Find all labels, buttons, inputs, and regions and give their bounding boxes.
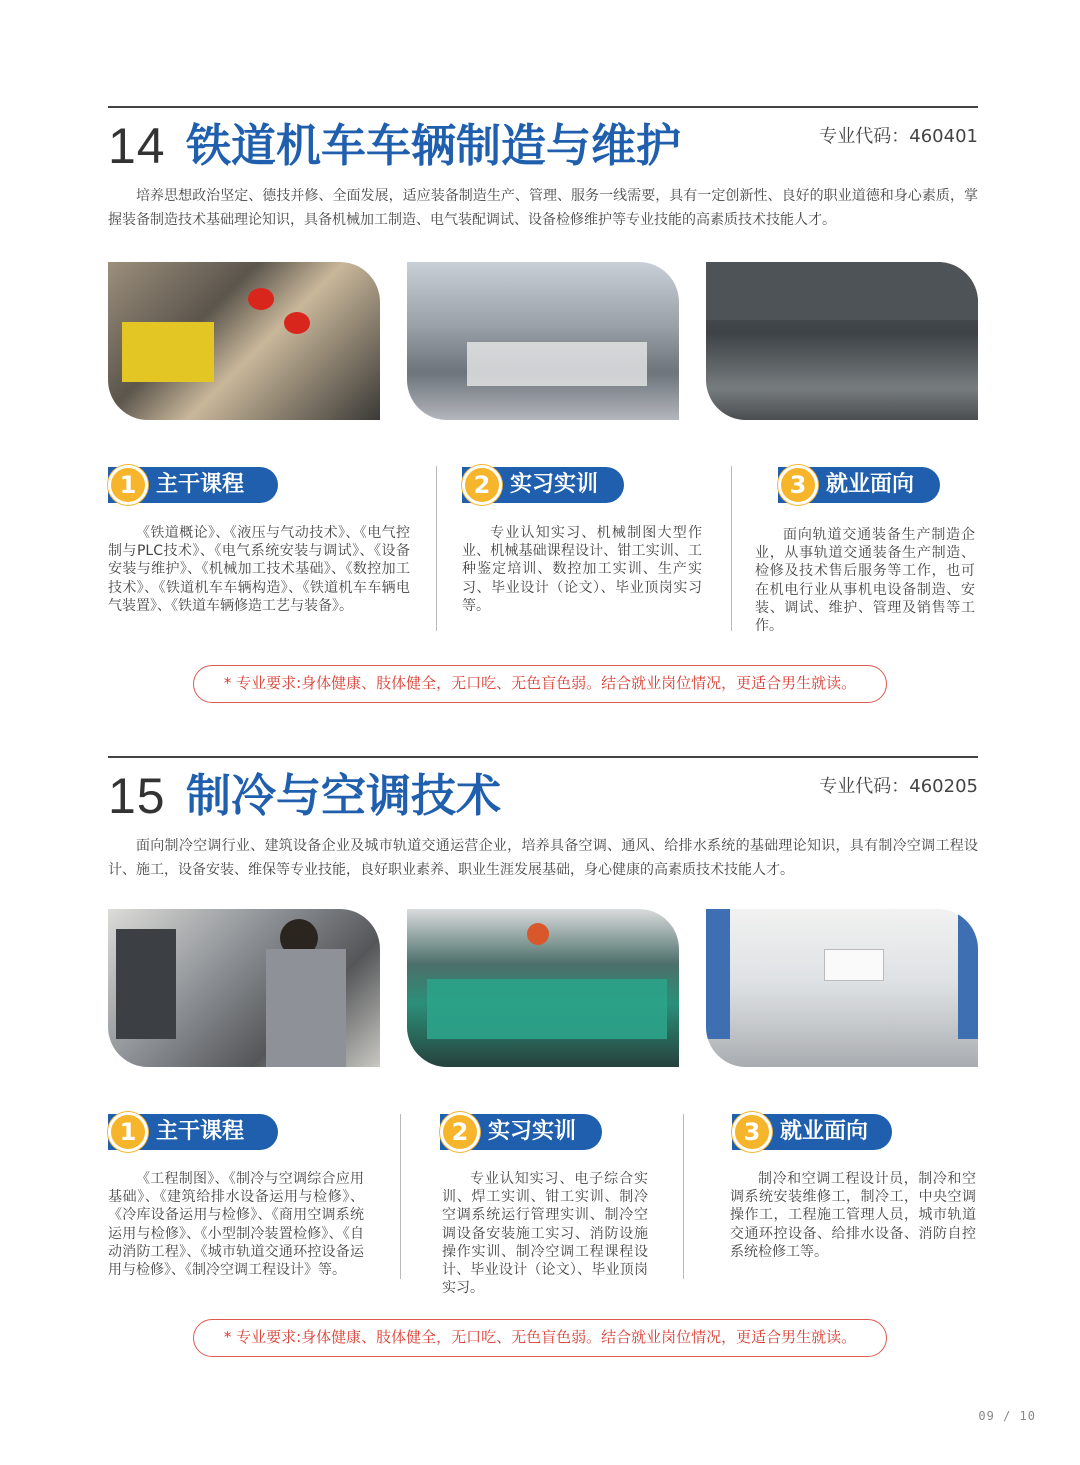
badge-main-courses (108, 1114, 278, 1150)
requirement-note (193, 1319, 887, 1357)
section-header (108, 116, 978, 176)
main-courses-text: 《工程制图》、《制冷与空调综合应用基础》、《建筑给排水设备运用与检修》、《冷库设备运用与检修》、《商用空调系统运用与检修》、《小型制冷装置检修》、《自动消防工程》、《城市轨道交通环控设备运用与检修》、《制冷空调工程设计》等。 (108, 1171, 364, 1279)
badge-number: 1 (108, 1112, 148, 1152)
column-divider (731, 466, 732, 631)
badge-practice (462, 467, 624, 503)
asterisk-icon: * (223, 1328, 237, 1346)
badge-label: 主干课程 (156, 472, 245, 497)
section-15 (108, 756, 978, 1366)
badge-employment (778, 467, 940, 503)
badge-number: 3 (732, 1112, 772, 1152)
section-14 (108, 106, 978, 706)
photo-workshop-machines (407, 262, 679, 420)
badge-employment (732, 1114, 892, 1150)
asterisk-icon: * (223, 674, 237, 692)
badge-number: 2 (440, 1112, 480, 1152)
practice-text: 专业认知实习、电子综合实训、焊工实训、钳工实训、制冷空调系统运行管理实训、制冷空调设备安装施工实习、消防设施操作实训、制冷空调工程课程设计、毕业设计（论文）、毕业顶岗实习。 (442, 1171, 648, 1297)
photo-locomotive-repair (706, 262, 978, 420)
section-divider (108, 756, 978, 758)
section-title: 制冷与空调技术 (186, 769, 502, 822)
badge-practice (440, 1114, 602, 1150)
section-intro: 培养思想政治坚定、德技并修、全面发展，适应装备制造生产、管理、服务一线需要，具有一定创新性、良好的职业道德和身心素质，掌握装备制造技术基础理论知识，具备机械加工制造、电气装配调试、设备检修维护等专业技能的高素质技术技能人才。 (108, 188, 978, 228)
badge-label: 主干课程 (156, 1119, 245, 1144)
requirement-text: 专业要求:身体健康、肢体健全，无口吃、无色盲色弱。结合就业岗位情况，更适合男生就读。 (236, 674, 857, 692)
practice-text: 专业认知实习、机械制图大型作业、机械基础课程设计、钳工实训、工种鉴定培训、数控加工实训、生产实习、毕业设计（论文）、毕业顶岗实习等。 (462, 525, 702, 614)
badge-main-courses (108, 467, 278, 503)
requirement-note (193, 665, 887, 703)
section-title: 铁道机车车辆制造与维护 (186, 119, 682, 172)
photo-refrigeration-units (407, 909, 679, 1067)
section-intro: 面向制冷空调行业、建筑设备企业及城市轨道交通运营企业，培养具备空调、通风、给排水系统的基础理论知识，具有制冷空调工程设计、施工，设备安装、维保等专业技能，良好职业素养、职业生涯发展基础，身心健康的高素质技术技能人才。 (108, 838, 978, 878)
section-header (108, 766, 978, 826)
page-number: 09 / 10 (978, 1409, 1036, 1423)
main-courses-text: 《铁道概论》、《液压与气动技术》、《电气控制与PLC技术》、《电气系统安装与调试》、《设备安装与维护》、《机械加工技术基础》、《数控加工技术》、《铁道机车车辆构造》、《铁道机车车辆电气装置》、《铁道车辆修造工艺与装备》。 (108, 525, 410, 614)
photo-hvac-training (108, 909, 380, 1067)
employment-text: 制冷和空调工程设计员，制冷和空调系统安装维修工，制冷工，中央空调操作工，工程施工管理人员，城市轨道交通环控设备、给排水设备、消防自控系统检修工等。 (730, 1171, 976, 1260)
employment-text: 面向轨道交通装备生产制造企业，从事轨道交通装备生产制造、检修及技术售后服务等工作，也可在机电行业从事机电设备制造、安装、调试、维护、管理及销售等工作。 (755, 527, 975, 635)
column-divider (683, 1114, 684, 1279)
column-divider (436, 466, 437, 631)
requirement-text: 专业要求:身体健康、肢体健全，无口吃、无色盲色弱。结合就业岗位情况，更适合男生就读。 (236, 1328, 857, 1346)
badge-label: 实习实训 (488, 1119, 577, 1144)
photo-training-room (706, 909, 978, 1067)
badge-label: 就业面向 (780, 1119, 869, 1144)
section-number: 14 (108, 118, 166, 174)
badge-number: 1 (108, 465, 148, 505)
section-divider (108, 106, 978, 108)
section-number: 15 (108, 768, 166, 824)
badge-number: 3 (778, 465, 818, 505)
badge-number: 2 (462, 465, 502, 505)
program-code: 专业代码：460401 (819, 126, 978, 147)
badge-label: 就业面向 (826, 472, 915, 497)
program-code: 专业代码：460205 (819, 776, 978, 797)
column-divider (400, 1114, 401, 1279)
photo-lab-workers (108, 262, 380, 420)
badge-label: 实习实训 (510, 472, 599, 497)
